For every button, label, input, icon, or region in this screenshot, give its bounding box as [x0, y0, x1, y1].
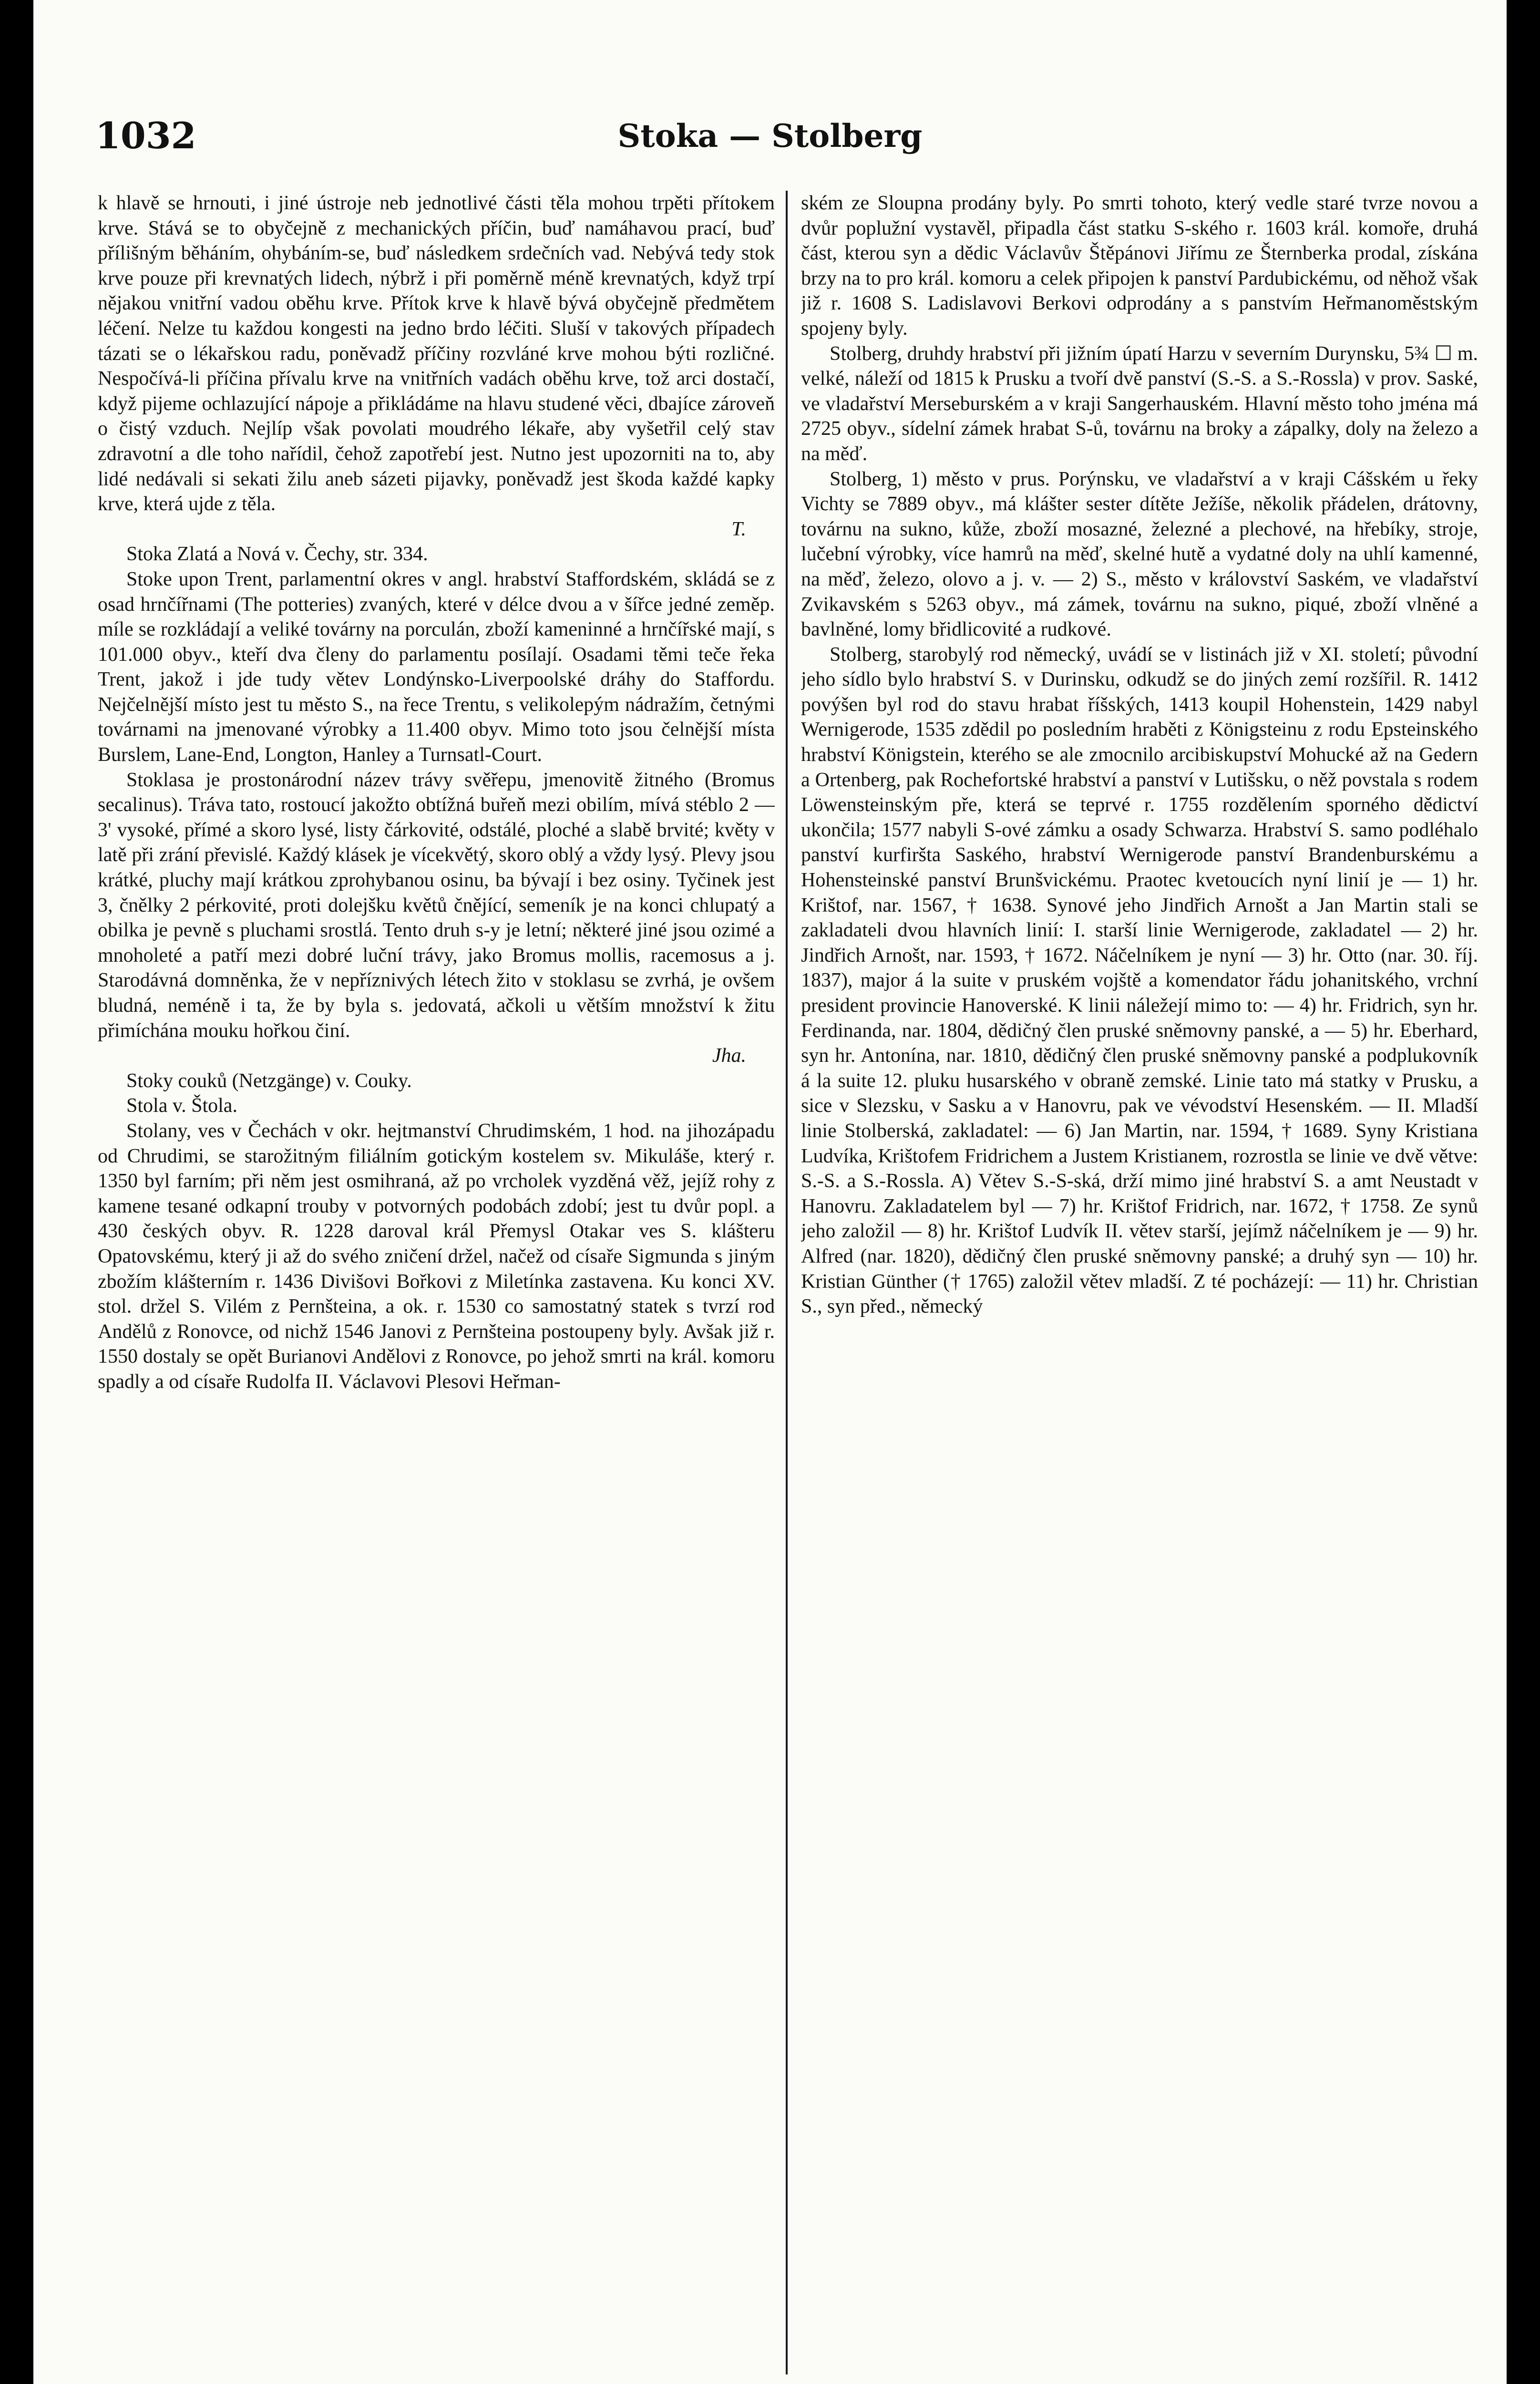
paragraph: Stoka Zlatá a Nová v. Čechy, str. 334. — [126, 543, 428, 565]
page-header — [33, 114, 1507, 172]
right-column — [801, 191, 1478, 2384]
paragraph: Stolberg, druhdy hrabství při jižním úpatí Harzu v severním Durynsku, 5¾ ☐ m. velké, náleží od 1815 k Prusku a tvoří dvě panství (S.-S. a S.-Rossla) v prov. Saské, ve vladařství Merseburském a v kraji Sangerhauském. Hlavní město toho jména má 2725 obyv., sídelní zámek hrabat S-ů, továrnu na broky a zápalky, doly na železo a na měď. — [801, 342, 1478, 465]
paragraph: k hlavě se hrnouti, i jiné ústroje neb jednotlivé části těla mohou trpěti přítokem krve. Stává se to obyčejně z mechanických příčin, buď namáhavou prací, buď přílišným běháním, ohybáním-se, buď následkem srdečních vad. Nebývá tedy stok krve pouze při krevnatých lidech, nýbrž i při poměrně méně krevnatých, když trpí nějakou vnitřní vadou oběhu krve. Přítok krve k hlavě bývá obyčejně předmětem léčení. Nelze tu každou kongesti na jedno brdo léčiti. Sluší v takových případech tázati se o lékařskou radu, poněvadž příčiny rozvláné krve mohou býti rozličné. Nespočívá-li příčina přívalu krve na vnitřních vadách oběhu krve, tož arci dostačí, když pijeme ochlazující nápoje a přikládáme na hlavu studené věci, dbajíce zároveň o čistý vzduch. Nejlíp však povolati moudrého lékaře, aby vyšetřil celý stav zdravotní a dle toho nařídil, čehož zapotřebí jest. Nutno jest upozorniti na to, aby lidé nedávali si sekati žilu aneb sázeti pijavky, poněvadž jest škoda každé kapky krve, která ujde z těla. — [98, 192, 775, 515]
paragraph: T. — [731, 518, 746, 540]
paragraph: Jha. — [712, 1045, 746, 1067]
paragraph: Stolany, ves v Čechách v okr. hejtmanství Chrudimském, 1 hod. na jihozápadu od Chrudimi, se starožitným filiálním gotickým kostelem sv. Mikuláše, který r. 1350 byl farním; při něm jest osmihraná, až po vrcholek vyzděná věž, jejíž rohy z kamene tesané odkapní trouby v potvorných podobách zdobí; jest tu dvůr popl. a 430 českých obyv. R. 1228 daroval král Přemysl Otakar ves S. klášteru Opatovskému, který ji až do svého zničení držel, načež od císaře Sigmunda s jiným zbožím klášterním r. 1436 Divišovi Bořkovi z Miletínka zastavena. Ku konci XV. stol. držel S. Vilém z Pernšteina, a ok. r. 1530 co samostatný statek s tvrzí rod Andělů z Ronovce, od nichž 1546 Janovi z Pernšteina postoupeny byly. Avšak již r. 1550 dostaly se opět Burianovi Andělovi z Ronovce, po jehož smrti na král. komoru spadly a od císaře Rudolfa II. Václavovi Plesovi Heřman- — [98, 1120, 775, 1393]
paragraph: Stoklasa je prostonárodní název trávy svěřepu, jmenovitě žitného (Bromus secalinus). Tráva tato, rostoucí jakožto obtížná buřeň mezi obilím, mívá stéblo 2 — 3' vysoké, přímé a skoro lysé, listy čárkovité, odstálé, ploché a slabě brvité; květy v latě při zrání převislé. Každý klásek je vícekvětý, skoro oblý a vždy lysý. Plevy jsou krátké, pluchy mají krátkou zprohybanou osinu, ba bývají i bez osiny. Tyčinek jest 3, čnělky 2 pérkovité, proti dolejšku květů čnějící, semeník je na konci chlupatý a obilka je pevně s pluchami srostlá. Tento druh s-y je letní; některé jiné jsou ozimé a mnoholeté a patří mezi dobré luční trávy, jako Bromus mollis, racemosus a j. Starodávná domněnka, že v nepříznivých létech žito v stoklasu se zvrhá, je ovšem bludná, neméně i ta, že by byla s. jedovatá, ačkoli u větším množství k žitu přimíchána mouku hořkou činí. — [98, 769, 775, 1042]
paragraph: Stoke upon Trent, parlamentní okres v angl. hrabství Staffordském, skládá se z osad hrnčířnami (The potteries) zvaných, které v délce dvou a v šířce jedné zeměp. míle se rozkládají a veliké továrny na porculán, zboží kameninné a hrnčířské mají, s 101.000 obyv., kteří dva členy do parlamentu posílají. Osadami těmi teče řeka Trent, jakož i jde tudy větev Londýnsko-Liverpoolské dráhy do Staffordu. Nejčelnější místo jest tu město S., na řece Trentu, s velikolepým nádražím, četnými továrnami na jmenované výrobky a 11.400 obyv. Mimo toto jsou čelnější místa Burslem, Lane-End, Longton, Hanley a Turnsatl-Court. — [98, 568, 775, 766]
paragraph: Stolberg, starobylý rod německý, uvádí se v listinách již v XI. století; původní jeho sídlo bylo hrabství S. v Durinsku, odkudž se do jiných zemí rozšířil. R. 1412 povýšen byl rod do stavu hrabat říšských, 1413 koupil Hohenstein, 1429 nabyl Wernigerode, 1535 zdědil po posledním hraběti z Königsteinu z rodu Epsteinského hrabství Königstein, kterého se ale zmocnilo arcibiskupství Mohucké až na Gedern a Ortenberg, pak Rochefortské hrabství a panství v Lutišsku, o něž povstala s rodem Löwensteinským pře, která se teprvé r. 1755 rozdělením sporného dědictví ukončila; 1577 nabyli S-ové zámku a osady Schwarza. Hrabství S. samo podléhalo panství kurfiršta Saského, hrabství Wernigerode panství Brandenburskému a Hohensteinské panství Brunšvickému. Praotec kvetoucích nyní linií je — 1) hr. Krištof, nar. 1567, † 1638. Synové jeho Jindřich Arnošt a Jan Martin stali se zakladateli dvou hlavních linií: I. starší linie Wernigerode, zakladatel — 2) hr. Jindřich Arnošt, nar. 1593, † 1672. Náčelníkem je nyní — 3) hr. Otto (nar. 30. říj. 1837), major á la suite v pruském vojště a komendator řádu johanitského, vrchní president provincie Hanoverské. K linii náležejí mimo to: — 4) hr. Fridrich, syn hr. Ferdinanda, nar. 1804, dědičný člen pruské sněmovny panské, a — 5) hr. Eberhard, syn hr. Antonína, nar. 1810, dědičný člen pruské sněmovny panské a podplukovník á la suite 12. pluku husarského v obraně zemské. Linie tato má statky v Prusku, a sice v Slezsku, v Sasku a v Hanovru, pak ve vévodství Hesenském. — II. Mladší linie Stolberská, zakladatel: — 6) Jan Martin, nar. 1594, † 1689. Syny Kristiana Ludvíka, Krištofem Fridrichem a Justem Kristianem, rozrostla se linie ve dvě větve: S.-S. a S.-Rossla. A) Větev S.-S-ská, drží mimo jiné hrabství S. a amt Neustadt v Hanovru. Zakladatelem byl — 7) hr. Krištof Fridrich, nar. 1672, † 1758. Ze synů jeho založil — 8) hr. Krištof Ludvík II. větev starší, jejímž náčelníkem je — 9) hr. Alfred (nar. 1820), dědičný člen pruské sněmovny panské; a druhý syn — 10) hr. Kristian Günther († 1765) založil větev mladší. Z té pocházejí: — 11) hr. Christian S., syn před., německý — [801, 643, 1478, 1318]
book-page — [33, 0, 1507, 2384]
column-divider — [786, 191, 788, 2374]
paragraph: Stolberg, 1) město v prus. Porýnsku, ve vladařství a v kraji Cášském u řeky Vichty se 7889 obyv., má klášter sester dítěte Ježíše, několik přádelen, drátovny, továrnu na sukno, kůže, zboží mosazné, železné a plechové, na hřebíky, stroje, lučební výrobky, více hamrů na měď, skelné hutě a vydatné doly na uhlí kamenné, na měď, železo, olovo a j. v. — 2) S., město v království Saském, ve vladařství Zvikavském s 5263 obyv., má zámek, továrnu na sukno, piqué, zboží vlněné a bavlněné, lomy břidlicovité a rudkové. — [801, 468, 1478, 641]
left-column — [98, 191, 775, 2384]
page-number: 1032 — [95, 114, 196, 157]
paragraph: Stoky couků (Netzgänge) v. Couky. — [126, 1069, 412, 1092]
running-title: Stoka — Stolberg — [617, 117, 923, 154]
paragraph: Stola v. Štola. — [126, 1095, 237, 1117]
paragraph: ském ze Sloupna prodány byly. Po smrti tohoto, který vedle staré tvrze novou a dvůr poplužní vystavěl, připadla část statku S-ského r. 1603 král. komoře, druhá část, kterou syn a dědic Václavův Štěpánovi Jiřímu ze Šternberka prodal, získána brzy na to pro král. komoru a celek připojen k panství Pardubickému, od něhož však již r. 1608 S. Ladislavovi Berkovi odprodány a s panstvím Heřmanoměstským spojeny byly. — [801, 192, 1478, 339]
